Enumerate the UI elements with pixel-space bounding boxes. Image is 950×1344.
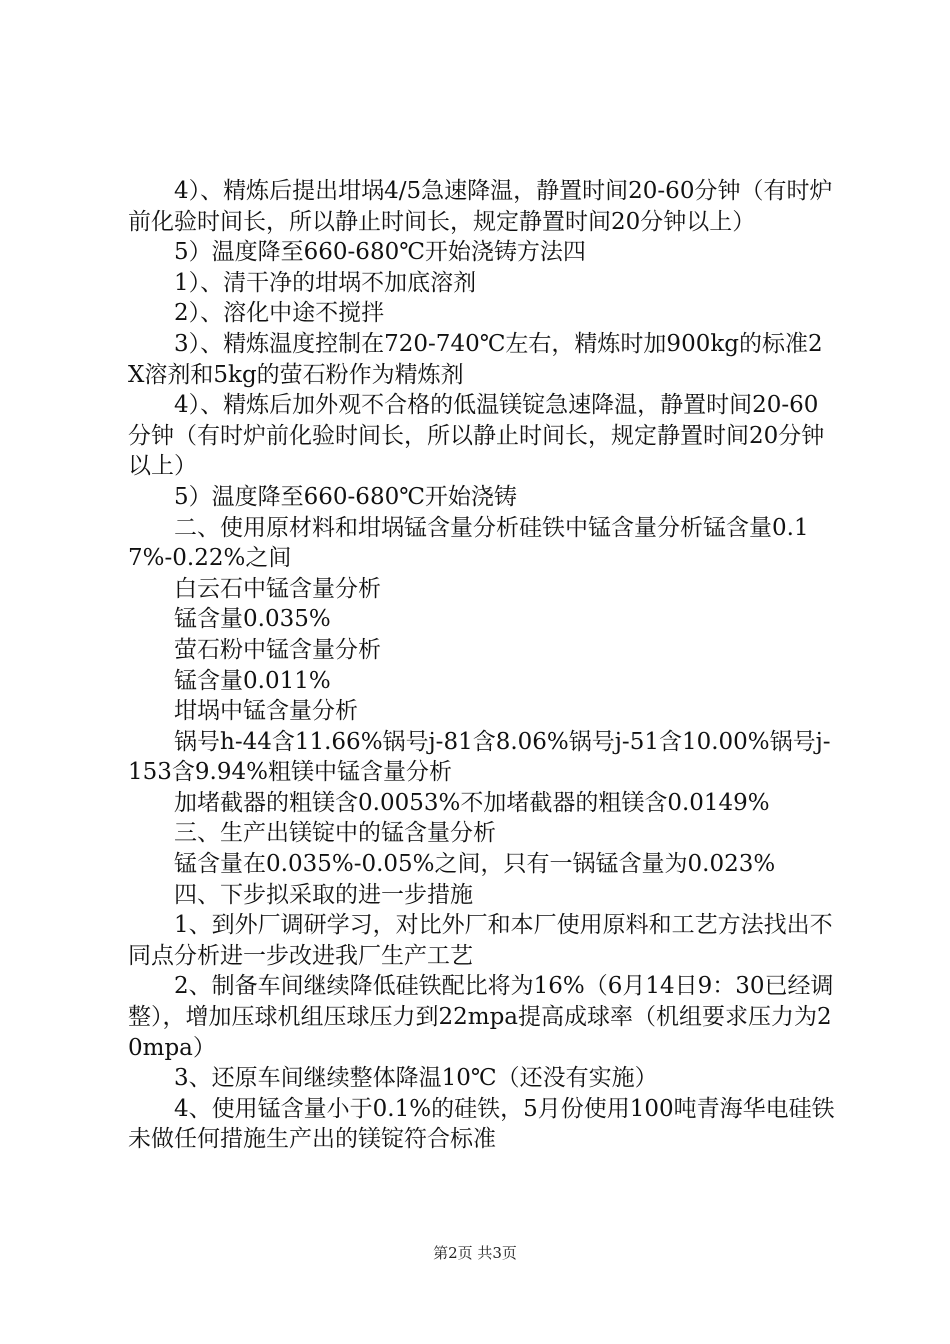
paragraph: 萤石粉中锰含量分析 bbox=[174, 636, 381, 663]
paragraph: 白云石中锰含量分析 bbox=[174, 575, 381, 602]
paragraph: 2、制备车间继续降低硅铁配比将为16%（6月14日9：30已经调整），增加压球机组压球压力到22mpa提高成球率（机组要求压力为20mpa） bbox=[128, 973, 834, 1061]
paragraph: 坩埚中锰含量分析 bbox=[174, 698, 358, 725]
paragraph: 4）、精炼后提出坩埚4/5急速降温，静置时间20-60分钟（有时炉前化验时间长，所以静止时间长，规定静置时间20分钟以上） bbox=[128, 178, 833, 235]
paragraph: 1）、清干净的坩埚不加底溶剂 bbox=[174, 269, 477, 296]
paragraph: 5）温度降至660-680℃开始浇铸方法四 bbox=[174, 239, 586, 266]
paragraph: 锰含量在0.035%-0.05%之间，只有一锅锰含量为0.023% bbox=[174, 851, 776, 878]
section-heading: 二、使用原材料和坩埚锰含量分析硅铁中锰含量分析锰含量0.17%-0.22%之间 bbox=[128, 514, 809, 572]
paragraph: 4）、精炼后加外观不合格的低温镁锭急速降温，静置时间20-60分钟（有时炉前化验时间长，所以静止时间长，规定静置时间20分钟以上） bbox=[128, 392, 825, 480]
page-number-footer: 第2页 共3页 bbox=[433, 1244, 517, 1262]
paragraph: 2）、溶化中途不搅拌 bbox=[174, 300, 385, 327]
section-heading: 三、生产出镁锭中的锰含量分析 bbox=[174, 820, 496, 847]
section-heading: 四、下步拟采取的进一步措施 bbox=[174, 881, 473, 908]
document-body bbox=[128, 176, 838, 1155]
paragraph: 锰含量0.035% bbox=[174, 606, 331, 633]
paragraph: 5）温度降至660-680℃开始浇铸 bbox=[174, 483, 517, 510]
paragraph: 3、还原车间继续整体降温10℃（还没有实施） bbox=[174, 1065, 658, 1092]
paragraph: 4、使用锰含量小于0.1%的硅铁，5月份使用100吨青海华电硅铁未做任何措施生产出的镁锭符合标准 bbox=[128, 1095, 835, 1153]
paragraph: 锰含量0.011% bbox=[174, 667, 331, 694]
paragraph: 锅号h-44含11.66%锅号j-81含8.06%锅号j-51含10.00%锅号j-153含9.94%粗镁中锰含量分析 bbox=[128, 728, 831, 786]
paragraph: 1、到外厂调研学习，对比外厂和本厂使用原料和工艺方法找出不同点分析进一步改进我厂生产工艺 bbox=[128, 912, 833, 969]
paragraph: 3）、精炼温度控制在720-740℃左右，精炼时加900kg的标准2X溶剂和5kg的萤石粉作为精炼剂 bbox=[128, 330, 823, 388]
paragraph: 加堵截器的粗镁含0.0053%不加堵截器的粗镁含0.0149% bbox=[174, 789, 770, 816]
